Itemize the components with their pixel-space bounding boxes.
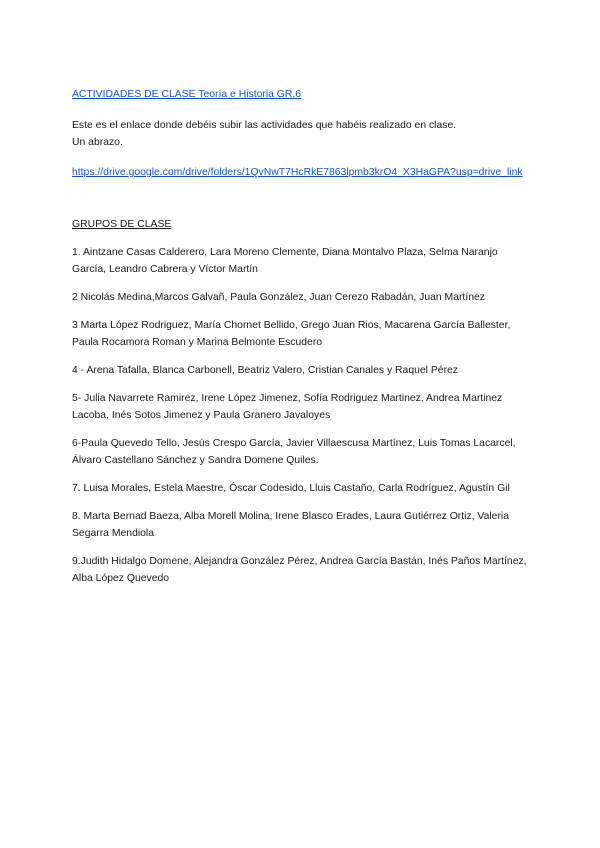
intro-text	[72, 117, 528, 151]
groups-list	[72, 244, 528, 587]
group-item: 7. Luisa Morales, Estela Maestre, Óscar Codesido, Lluis Castaño, Carla Rodríguez, Agustín Gil	[72, 483, 510, 494]
group-item: 2 Nicolás Medina,Marcos Galvañ, Paula González, Juan Cerezo Rabadán, Juan Martínez	[72, 292, 485, 303]
group-item: 3 Marta López Rodriguez, María Chornet Bellido, Grego Juan Rios, Macarena García Ballester, Paula Rocamora Roman y Marina Belmonte Escudero	[72, 320, 511, 348]
drive-folder-link[interactable]: https://drive.google.com/drive/folders/1QvNwT7HcRkE7863lpmb3krO4_X3HaGPA?usp=drive_link	[72, 167, 523, 178]
intro-greeting: Un abrazo.	[72, 137, 123, 148]
group-item: 1. Aintzane Casas Calderero, Lara Moreno Clemente, Diana Montalvo Plaza, Selma Naranjo García, Leandro Cabrera y Víctor Martín	[72, 247, 498, 275]
groups-heading: GRUPOS DE CLASE	[72, 219, 172, 230]
group-item: 4 - Arena Tafalla, Blanca Carbonell, Beatriz Valero, Cristian Canales y Raquel Pérez	[72, 365, 458, 376]
group-item: 6-Paula Quevedo Tello, Jesús Crespo García, Javier Villaescusa Martínez, Luis Tomas Lacarcel, Álvaro Castellano Sánchez y Sandra Domene Quiles.	[72, 438, 516, 466]
group-item: 5- Julia Navarrete Ramirez, Irene López Jimenez, Sofía Rodriguez Martinez, Andrea Martinez Lacoba, Inés Sotos Jimenez y Paula Granero Javaloyes	[72, 393, 503, 421]
group-item: 9.Judith Hidalgo Domene, Alejandra González Pérez, Andrea García Bastán, Inés Paños Martínez, Alba López Quevedo	[72, 556, 527, 584]
document-body	[72, 86, 528, 598]
intro-line: Este es el enlace donde debéis subir las actividades que habéis realizado en clase.	[72, 120, 457, 131]
title-link[interactable]: ACTIVIDADES DE CLASE Teoría e Historia GR.6	[72, 89, 302, 100]
group-item: 8. Marta Bernad Baeza, Alba Morell Molina, Irene Blasco Erades, Laura Gutiérrez Ortiz, Valeria Segarra Mendiola	[72, 511, 509, 539]
